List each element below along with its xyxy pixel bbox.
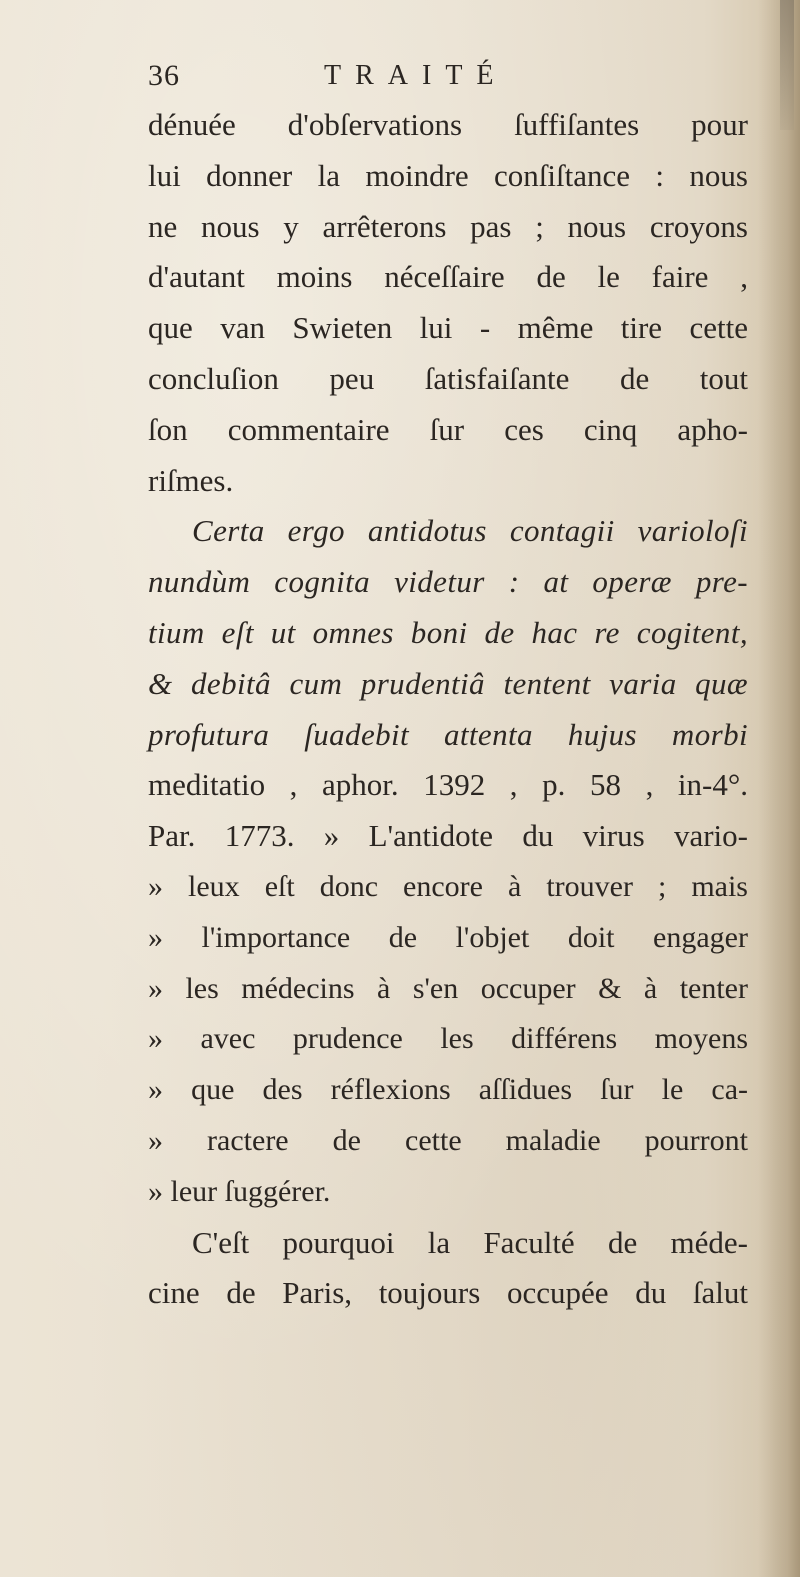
quoted-line: » ractere de cette maladie pourront: [148, 1123, 748, 1157]
quoted-line: » les médecins à s'en occuper & à tenter: [148, 971, 748, 1005]
quoted-line: » leur ſuggérer.: [148, 1174, 331, 1208]
body-text: [148, 100, 748, 1319]
text-line: d'autant moins néceſſaire de le faire ,: [148, 259, 748, 295]
text-line: Par. 1773. » L'antidote du virus vario-: [148, 818, 748, 854]
latin-quote-line: Certa ergo antidotus contagii varioloſi: [192, 513, 748, 549]
page-number: 36: [148, 59, 180, 92]
text-line: cine de Paris, toujours occupée du ſalut: [148, 1275, 748, 1311]
text-line: dénuée d'obſervations ſuffiſantes pour: [148, 107, 748, 142]
quoted-line: » avec prudence les différens moyens: [148, 1022, 748, 1056]
latin-quote-line: profutura ſuadebit attenta hujus morbi: [148, 716, 748, 752]
quoted-line: » l'importance de l'objet doit engager: [148, 920, 748, 954]
quoted-line: » que des réflexions aſſidues ſur le ca-: [148, 1073, 748, 1107]
latin-quote-line: tium eſt ut omnes boni de hac re cogitent,: [148, 614, 748, 650]
running-title: TRAITÉ: [324, 60, 508, 91]
citation-line: meditatio , aphor. 1392 , p. 58 , in-4°.: [148, 767, 748, 803]
quoted-line: » leux eſt donc encore à trouver ; mais: [148, 869, 748, 903]
text-line: que van Swieten lui - même tire cette: [148, 310, 748, 346]
latin-quote-line: nundùm cognita videtur : at operæ pre-: [148, 564, 748, 600]
text-line: concluſion peu ſatisfaiſante de tout: [148, 360, 748, 396]
page-edge-mark: [780, 0, 794, 130]
text-line: C'eſt pourquoi la Faculté de méde-: [192, 1224, 748, 1260]
page-gutter-shadow: [758, 0, 800, 1577]
text-line: lui donner la moindre conſiſtance : nous: [148, 157, 748, 193]
text-line: ne nous y arrêterons pas ; nous croyons: [148, 208, 748, 244]
page-header: [148, 52, 628, 100]
latin-quote-line: & debitâ cum prudentiâ tentent varia quæ: [148, 665, 748, 701]
text-line: ſon commentaire ſur ces cinq apho-: [148, 411, 748, 447]
text-line: riſmes.: [148, 462, 234, 498]
